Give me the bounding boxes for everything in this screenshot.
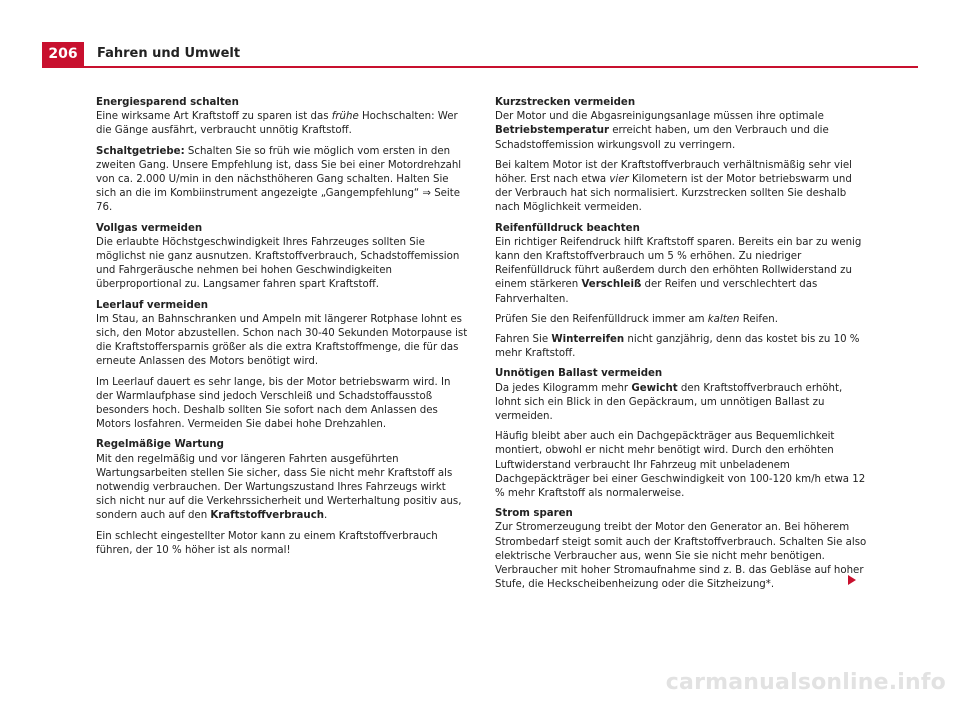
paragraph	[96, 110, 468, 138]
section-heading: Unnötigen Ballast vermeiden	[495, 368, 663, 380]
watermark: carmanualsonline.info	[665, 670, 946, 695]
bold-term: Betriebstemperatur	[495, 125, 609, 137]
text: .	[323, 510, 328, 522]
section-heading: Kurzstrecken vermeiden	[495, 97, 636, 108]
header-divider	[42, 66, 918, 68]
bold-term: Verschleiß	[581, 279, 642, 291]
paragraph: Im Stau, an Bahnschranken und Ampeln mit längerer Rotphase lohnt es sich, den Motor abzustellen. Schon nach 30-40 Sekunden Motorpause ist die Kraftstoffersparnis größer als die extra Kraftstoffmenge, die für das erneute Anlassen des Motors benötigt wird.	[96, 313, 468, 368]
text: Kilometern ist der Motor betriebswarm und der Verbrauch hat sich normalisiert. Kurzstrecken sollten Sie deshalb nach Möglichkeit vermeiden.	[495, 174, 852, 214]
text: Der Motor und die Abgasreinigungsanlage müssen ihre optimale	[495, 111, 824, 123]
text: Fahren Sie	[495, 334, 552, 346]
continue-arrow-icon	[848, 575, 856, 585]
paragraph: Ein schlecht eingestellter Motor kann zu einem Kraftstoffverbrauch führen, der 10 % höher ist als normal!	[96, 530, 438, 556]
paragraph: Die erlaubte Höchstgeschwindigkeit Ihres Fahrzeuges sollten Sie möglichst nie ganz ausnutzen. Kraftstoffverbrauch, Schadstoffemission und Fahrgeräusche nehmen bei hohen Geschwindigkeiten überproportional zu. Langsamer fahren spart Kraftstoff.	[96, 236, 460, 291]
emphasis: frühe	[331, 111, 359, 123]
paragraph	[495, 110, 867, 153]
text: Bei kaltem Motor ist der Kraftstoffverbrauch verhältnismäßig sehr viel höher. Erst nach etwa	[495, 159, 852, 186]
paragraph	[495, 313, 867, 327]
paragraph	[495, 159, 867, 216]
paragraph	[495, 236, 867, 307]
text: Reifen.	[739, 313, 778, 325]
section-heading: Strom sparen	[495, 508, 573, 520]
bold-term: Winterreifen	[551, 334, 625, 346]
text: Mit den regelmäßig und vor längeren Fahrten ausgeführten Wartungsarbeiten stellen Sie sicher, dass Sie nicht mehr Kraftstoff als notwendig verbrauchen. Der Wartungszustand Ihres Fahrzeugs wirkt sich nicht nur auf die Verkehrssicherheit und Werterhaltung positiv aus, sondern auch auf den	[96, 453, 462, 522]
section-heading: Leerlauf vermeiden	[96, 299, 208, 311]
section-heading: Regelmäßige Wartung	[96, 439, 224, 451]
bold-term: Gewicht	[631, 382, 678, 394]
page-title: Fahren und Umwelt	[97, 46, 241, 61]
text: der Reifen und verschlechtert das Fahrverhalten.	[495, 279, 818, 305]
paragraph: Im Leerlauf dauert es sehr lange, bis der Motor betriebswarm wird. In der Warmlaufphase sind jedoch Verschleiß und Schadstoffausstoß besonders hoch. Deshalb sollten Sie sofort nach dem Anlassen des Motors losfahren. Vermeiden Sie dabei hohe Drehzahlen.	[96, 376, 451, 431]
text: Da jedes Kilogramm mehr	[495, 382, 632, 394]
page-number: 206	[42, 42, 84, 66]
bold-term: Schaltgetriebe:	[96, 145, 185, 157]
text: Eine wirksame Art Kraftstoff zu sparen ist das	[96, 111, 332, 123]
text: Ein richtiger Reifendruck hilft Kraftstoff sparen. Bereits ein bar zu wenig kann den Kraftstoffverbrauch um 5 % erhöhen. Zu niedriger Reifenfülldruck führt außerdem durch den erhöhten Rollwiderstand zu einem stärkeren	[495, 236, 862, 291]
paragraph	[495, 333, 867, 361]
text: Hochschalten: Wer die Gänge ausfährt, verbraucht unnötig Kraftstoff.	[96, 111, 458, 137]
paragraph	[96, 453, 468, 524]
text: nicht ganzjährig, denn das kostet bis zu 10 % mehr Kraftstoff.	[495, 334, 860, 360]
emphasis: vier	[609, 174, 629, 186]
emphasis: kalten	[707, 313, 740, 325]
section-heading: Vollgas vermeiden	[96, 222, 203, 234]
bold-term: Kraftstoffverbrauch	[210, 510, 324, 522]
section-heading: Energiesparend schalten	[96, 97, 239, 108]
paragraph	[495, 382, 867, 425]
text: erreicht haben, um den Verbrauch und die Schadstoffemission wirkungsvoll zu verringern.	[495, 125, 829, 151]
text: Schalten Sie so früh wie möglich vom ersten in den zweiten Gang. Unsere Empfehlung ist, dass Sie bei einer Motordrehzahl von ca. 2.000 U/min in den nächsthöheren Gang schalten. Halten Sie sich an die im Kombiinstrument angezeigte „Gangempfehlung“ ⇒ Seite 76.	[96, 145, 462, 214]
text: Prüfen Sie den Reifenfülldruck immer am	[495, 313, 708, 325]
paragraph: Zur Stromerzeugung treibt der Motor den Generator an. Bei höherem Strombedarf steigt somit auch der Kraftstoffverbrauch. Schalten Sie also elektrische Verbraucher aus, wenn Sie sie nicht mehr benötigen. Verbraucher mit hoher Stromaufnahme sind z. B. das Gebläse auf hoher Stufe, die Heckscheibenheizung oder die Sitzheizung*.	[495, 522, 867, 591]
left-column	[96, 96, 468, 564]
paragraph	[96, 145, 468, 216]
section-heading: Reifenfülldruck beachten	[495, 222, 640, 234]
right-column	[495, 96, 867, 599]
text: den Kraftstoffverbrauch erhöht, lohnt sich ein Blick in den Gepäckraum, um unnötigen Ballast zu vermeiden.	[495, 382, 843, 423]
paragraph: Häufig bleibt aber auch ein Dachgepäckträger aus Bequemlichkeit montiert, obwohl er nicht mehr benötigt wird. Durch den erhöhten Luftwiderstand verbraucht Ihr Fahrzeug mit unbeladenem Dachgepäckträger bei einer Geschwindigkeit von 100-120 km/h etwa 12 % mehr Kraftstoff als normalerweise.	[495, 431, 866, 500]
